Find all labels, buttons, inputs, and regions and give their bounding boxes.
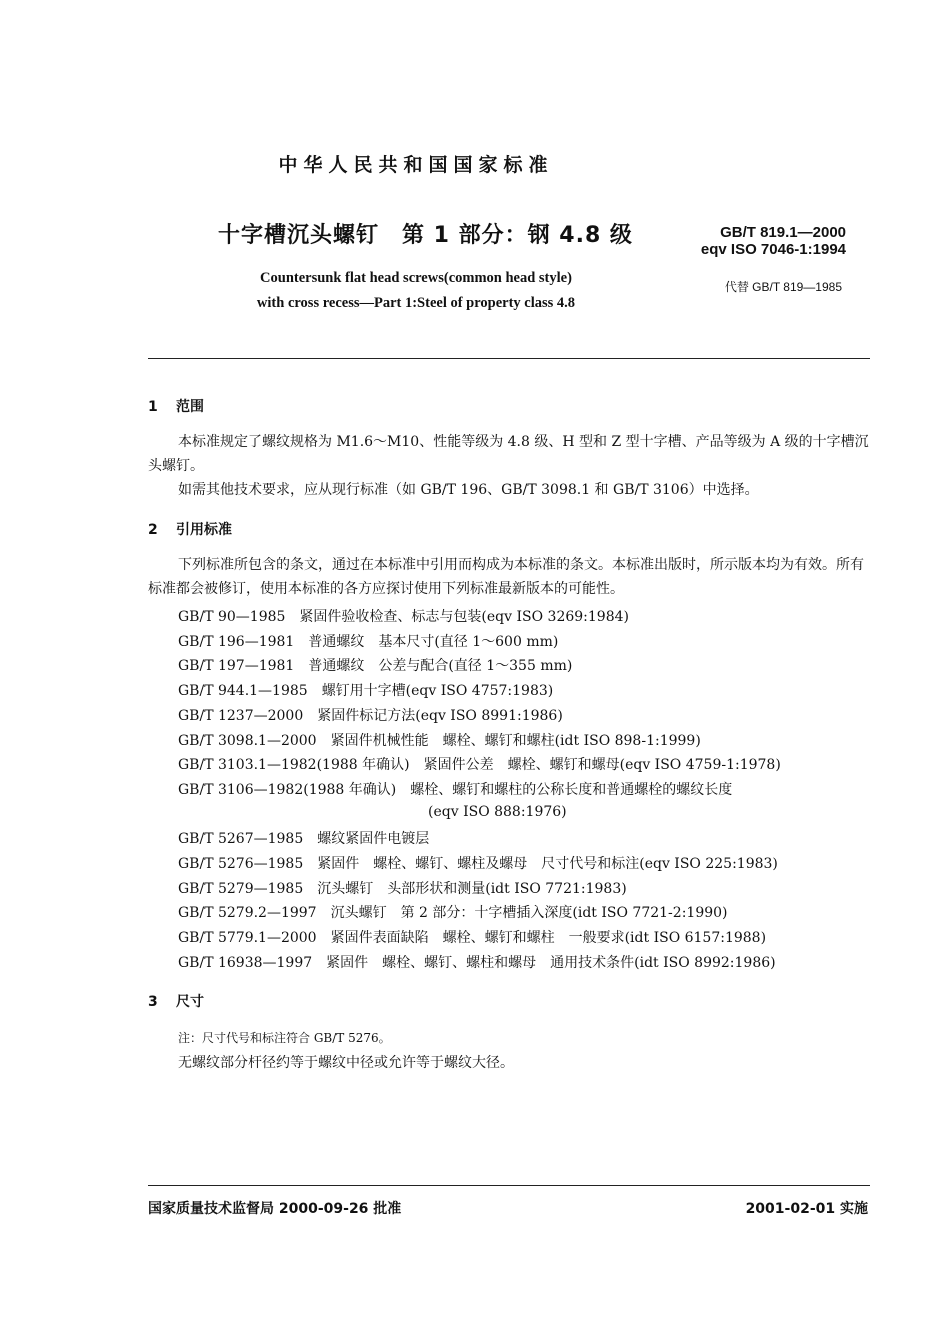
dimensions-text: 无螺纹部分杆径约等于螺纹中径或允许等于螺纹大径。 bbox=[178, 1055, 514, 1071]
section-heading-scope bbox=[148, 396, 204, 416]
reference-title: 紧固件 螺栓、螺钉、螺柱及螺母 尺寸代号和标注(eqv ISO 225:1983) bbox=[317, 856, 778, 872]
reference-item bbox=[178, 680, 553, 700]
reference-item bbox=[178, 828, 429, 848]
reference-item bbox=[178, 927, 766, 947]
reference-item bbox=[428, 804, 567, 820]
header-divider bbox=[148, 358, 870, 359]
reference-code: GB/T 16938—1997 bbox=[178, 954, 313, 971]
reference-item bbox=[178, 878, 627, 898]
reference-title: 螺钉用十字槽(eqv ISO 4757:1983) bbox=[321, 683, 554, 700]
reference-title: 紧固件公差 螺栓、螺钉和螺母(eqv ISO 4759-1:1978) bbox=[423, 757, 781, 774]
reference-code: GB/T 5276—1985 bbox=[178, 856, 304, 872]
reference-title: 普通螺纹 基本尺寸(直径 1～600 mm) bbox=[308, 633, 559, 650]
reference-title: 紧固件机械性能 螺栓、螺钉和螺柱(idt ISO 898-1:1999) bbox=[330, 732, 701, 749]
chinese-title: 十字槽沉头螺钉 第 1 部分：钢 4.8 级 bbox=[218, 223, 633, 248]
reference-item bbox=[178, 754, 781, 774]
reference-code: GB/T 944.1—1985 bbox=[178, 683, 308, 700]
reference-code: GB/T 3103.1—1982(1988 年确认) bbox=[178, 757, 410, 774]
standard-code: GB/T 819.1—2000 bbox=[720, 224, 846, 241]
reference-code: GB/T 90—1985 bbox=[178, 609, 286, 625]
replaces-standard: 代替 GB/T 819—1985 bbox=[724, 280, 842, 294]
reference-title: 紧固件表面缺陷 螺栓、螺钉和螺柱 一般要求(idt ISO 6157:1988) bbox=[330, 930, 767, 947]
reference-title: (eqv ISO 888:1976) bbox=[428, 803, 567, 820]
section-title: 范围 bbox=[176, 399, 204, 415]
section-number: 2 bbox=[148, 522, 158, 538]
reference-item bbox=[178, 779, 732, 799]
footer-divider bbox=[148, 1185, 870, 1186]
english-title-line-2: with cross recess—Part 1:Steel of property class 4.8 bbox=[256, 295, 576, 311]
section-heading-references bbox=[148, 519, 232, 539]
reference-code: GB/T 196—1981 bbox=[178, 633, 295, 650]
section-heading-dimensions bbox=[148, 991, 204, 1011]
references-intro: 下列标准所包含的条文，通过在本标准中引用而构成为本标准的条文。本标准出版时，所示版本均为有效。所有标准都会被修订，使用本标准的各方应探讨使用下列标准最新版本的可能性。 bbox=[148, 557, 864, 597]
equivalent-standard-code: eqv ISO 7046-1:1994 bbox=[700, 241, 846, 258]
reference-code: GB/T 5279.2—1997 bbox=[178, 905, 317, 922]
reference-code: GB/T 3106—1982(1988 年确认) bbox=[178, 781, 397, 798]
reference-title: 沉头螺钉 第 2 部分：十字槽插入深度(idt ISO 7721-2:1990) bbox=[330, 905, 728, 922]
reference-item bbox=[178, 606, 629, 626]
dimensions-note: 注：尺寸代号和标注符合 GB/T 5276。 bbox=[178, 1031, 391, 1045]
reference-title: 普通螺纹 公差与配合(直径 1～355 mm) bbox=[308, 658, 573, 675]
reference-code: GB/T 5279—1985 bbox=[178, 880, 304, 897]
reference-title: 紧固件标记方法(eqv ISO 8991:1986) bbox=[317, 707, 563, 724]
reference-item bbox=[178, 655, 572, 675]
reference-item bbox=[178, 631, 558, 651]
reference-code: GB/T 5779.1—2000 bbox=[178, 930, 317, 947]
reference-code: GB/T 197—1981 bbox=[178, 658, 295, 675]
section-title: 尺寸 bbox=[176, 994, 204, 1010]
reference-item bbox=[178, 853, 778, 873]
reference-item bbox=[178, 730, 701, 750]
effective-date: 2001-02-01 实施 bbox=[745, 1201, 868, 1217]
reference-code: GB/T 1237—2000 bbox=[178, 707, 304, 724]
section-number: 1 bbox=[148, 399, 158, 415]
english-title-line-1: Countersunk flat head screws(common head style) bbox=[260, 270, 572, 286]
reference-code: GB/T 3098.1—2000 bbox=[178, 732, 317, 749]
reference-code: GB/T 5267—1985 bbox=[178, 831, 304, 848]
reference-title: 紧固件验收检查、标志与包装(eqv ISO 3269:1984) bbox=[299, 609, 629, 625]
scope-paragraph-2: 如需其他技术要求，应从现行标准（如 GB/T 196、GB/T 3098.1 和 GB/T 3106）中选择。 bbox=[178, 482, 759, 498]
national-standard-heading: 中华人民共和国国家标准 bbox=[278, 154, 554, 176]
reference-item bbox=[178, 952, 776, 972]
reference-item bbox=[178, 902, 728, 922]
reference-title: 紧固件 螺栓、螺钉、螺柱和螺母 通用技术条件(idt ISO 8992:1986) bbox=[326, 954, 776, 971]
reference-title: 沉头螺钉 头部形状和测量(idt ISO 7721:1983) bbox=[317, 880, 627, 897]
reference-title: 螺栓、螺钉和螺柱的公称长度和普通螺栓的螺纹长度 bbox=[410, 781, 733, 798]
section-number: 3 bbox=[148, 994, 158, 1010]
reference-title: 螺纹紧固件电镀层 bbox=[317, 831, 430, 848]
approval-date: 国家质量技术监督局 2000-09-26 批准 bbox=[148, 1201, 402, 1217]
reference-item bbox=[178, 705, 563, 725]
section-title: 引用标准 bbox=[176, 522, 232, 538]
scope-paragraph-1: 本标准规定了螺纹规格为 M1.6～M10、性能等级为 4.8 级、H 型和 Z 型十字槽、产品等级为 A 级的十字槽沉头螺钉。 bbox=[148, 434, 869, 474]
